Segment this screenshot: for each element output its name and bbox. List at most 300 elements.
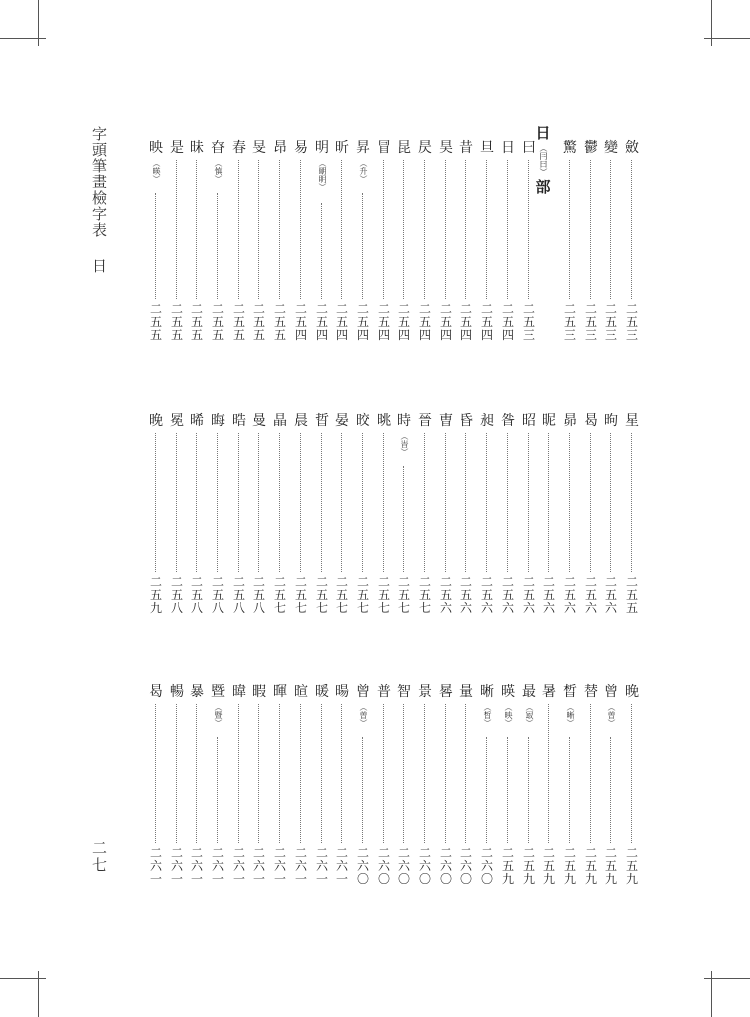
page-digit: 二 (211, 302, 224, 316)
page-digit: 五 (418, 315, 431, 329)
page-digit: 一 (294, 872, 307, 886)
index-entry (415, 413, 435, 618)
page-digit: 六 (418, 859, 431, 873)
entry-variant: （朙眀） (318, 159, 327, 191)
page-digit: 五 (563, 315, 576, 329)
page-digit: 六 (190, 859, 203, 873)
leader-dots (176, 433, 177, 572)
page-digit: 二 (604, 575, 617, 589)
page-digit: 八 (170, 601, 183, 615)
page-digit: 六 (522, 601, 535, 615)
index-entry (167, 413, 187, 618)
page-digit: 九 (563, 872, 576, 886)
index-entry (374, 684, 394, 889)
entry-character: 斂 (625, 140, 639, 156)
page-digit: 二 (315, 575, 328, 589)
leader-dots (445, 704, 446, 843)
index-entry (560, 140, 580, 345)
index-entry (415, 684, 435, 889)
leader-dots (424, 160, 425, 299)
page-digit: 五 (232, 315, 245, 329)
entry-character: 映 (149, 140, 163, 156)
page-digit: 五 (501, 859, 514, 873)
page-digit: 五 (522, 588, 535, 602)
entry-character: 驚 (563, 140, 577, 156)
entry-character: 曰 (522, 140, 536, 156)
page-digit: 六 (480, 601, 493, 615)
page-digit: 六 (480, 859, 493, 873)
index-entry (436, 684, 456, 889)
page-digit: 二 (459, 302, 472, 316)
index-entry (312, 140, 332, 345)
page-digit: 二 (542, 846, 555, 860)
leader-dots (300, 433, 301, 572)
entry-character: 昕 (335, 140, 349, 156)
entry-variant: （升） (359, 159, 368, 183)
entry-page (601, 303, 621, 342)
entry-page (291, 576, 311, 615)
page-digit: 〇 (356, 872, 369, 886)
entry-variant: （冣） (525, 703, 534, 727)
page-digit: 七 (294, 601, 307, 615)
page-digit: 五 (584, 859, 597, 873)
index-entry (477, 413, 497, 618)
entry-page (249, 847, 269, 886)
page-digit: 五 (356, 315, 369, 329)
entry-page (601, 847, 621, 886)
entry-page (167, 847, 187, 886)
page-digit: 一 (273, 872, 286, 886)
index-entry (539, 413, 559, 618)
page-digit: 四 (335, 328, 348, 342)
page-digit: 五 (190, 588, 203, 602)
page-digit: 五 (190, 315, 203, 329)
page-digit: 五 (604, 859, 617, 873)
header-title: 字頭筆畫檢字表 (90, 126, 108, 238)
entry-page (332, 847, 352, 886)
page-digit: 二 (190, 846, 203, 860)
entry-page (477, 303, 497, 342)
index-entry (560, 684, 580, 889)
page-digit: 二 (584, 846, 597, 860)
index-entry (581, 684, 601, 889)
entry-page (560, 576, 580, 615)
leader-dots (300, 160, 301, 299)
index-entry (270, 140, 290, 345)
page-number: 二七 (90, 840, 108, 874)
index-entry (332, 684, 352, 889)
page-digit: 六 (273, 859, 286, 873)
page-digit: 二 (356, 575, 369, 589)
entry-variant: （曽） (607, 703, 616, 727)
leader-dots (403, 160, 404, 299)
entry-variant: （映） (504, 703, 513, 727)
entry-page (374, 847, 394, 886)
entry-page (229, 303, 249, 342)
index-entry (353, 140, 373, 345)
page-digit: 二 (149, 575, 162, 589)
entry-character: 昴 (563, 413, 577, 429)
leader-dots (528, 433, 529, 572)
page-digit: 五 (604, 315, 617, 329)
leader-dots (238, 704, 239, 843)
page-digit: 九 (584, 872, 597, 886)
entry-page (146, 576, 166, 615)
index-entry (291, 413, 311, 618)
page-digit: 二 (335, 302, 348, 316)
page-digit: 五 (252, 315, 265, 329)
page-digit: 六 (149, 859, 162, 873)
page-digit: 五 (377, 588, 390, 602)
radical-label: 部 (535, 178, 551, 196)
entry-character: 旦 (480, 140, 494, 156)
page-digit: 二 (480, 575, 493, 589)
leader-dots (590, 160, 591, 299)
page-digit: 二 (232, 846, 245, 860)
entry-character: 昚 (211, 140, 225, 156)
page-digit: 六 (356, 859, 369, 873)
page-digit: 二 (232, 575, 245, 589)
index-entry (581, 140, 601, 345)
entry-page (249, 576, 269, 615)
entry-page (146, 303, 166, 342)
page-digit: 五 (418, 588, 431, 602)
entry-page (498, 847, 518, 886)
leader-dots (196, 433, 197, 572)
entry-character: 昃 (418, 140, 432, 156)
crop-mark (704, 978, 750, 979)
page-digit: 二 (439, 846, 452, 860)
index-entry (374, 413, 394, 618)
entry-character: 鬱 (584, 140, 598, 156)
entry-page (187, 576, 207, 615)
page-digit: 六 (170, 859, 183, 873)
page-digit: 六 (501, 601, 514, 615)
entry-page (477, 576, 497, 615)
entry-page (456, 576, 476, 615)
leader-dots (321, 433, 322, 572)
page-digit: 二 (170, 302, 183, 316)
page-digit: 二 (522, 575, 535, 589)
page-digit: 二 (459, 575, 472, 589)
index-entry (394, 140, 414, 345)
entry-page (249, 303, 269, 342)
leader-dots (176, 704, 177, 843)
page-digit: 二 (252, 302, 265, 316)
leader-dots (528, 160, 529, 299)
leader-dots (590, 433, 591, 572)
page-digit: 一 (315, 872, 328, 886)
page-digit: 〇 (377, 872, 390, 886)
entry-page (539, 847, 559, 886)
leader-dots (569, 433, 570, 572)
page-digit: 五 (625, 315, 638, 329)
index-entry (291, 684, 311, 889)
page-digit: 二 (563, 302, 576, 316)
page-digit: 二 (377, 846, 390, 860)
page-digit: 五 (273, 315, 286, 329)
entry-page (167, 303, 187, 342)
index-entry (146, 684, 166, 889)
page-digit: 三 (625, 328, 638, 342)
page-digit: 二 (480, 846, 493, 860)
index-entry (436, 413, 456, 618)
entry-character: 是 (170, 140, 184, 156)
page-digit: 九 (542, 872, 555, 886)
page-digit: 六 (459, 859, 472, 873)
entry-character: 昇 (356, 140, 370, 156)
entry-page (581, 576, 601, 615)
header-section: 日 (90, 257, 108, 274)
index-entry (601, 413, 621, 618)
page-digit: 六 (397, 859, 410, 873)
page-digit: 四 (397, 328, 410, 342)
page-digit: 七 (273, 601, 286, 615)
page-digit: 二 (584, 575, 597, 589)
page-digit: 五 (542, 588, 555, 602)
entry-page (581, 303, 601, 342)
entry-page (229, 576, 249, 615)
page-digit: 五 (211, 588, 224, 602)
index-entry (187, 140, 207, 345)
entry-page (581, 847, 601, 886)
entry-variant: （旹） (400, 432, 409, 456)
entry-character: 星 (625, 413, 639, 429)
entry-page (353, 576, 373, 615)
entry-page (477, 847, 497, 886)
index-entry (270, 413, 290, 618)
page-digit: 六 (335, 859, 348, 873)
crop-mark (704, 38, 750, 39)
page-digit: 二 (315, 846, 328, 860)
leader-dots (341, 160, 342, 299)
entry-page (312, 303, 332, 342)
index-entry (312, 684, 332, 889)
page-digit: 五 (252, 588, 265, 602)
leader-dots (569, 160, 570, 299)
leader-dots (155, 193, 156, 299)
entry-character: 變 (604, 140, 618, 156)
page-digit: 一 (252, 872, 265, 886)
entry-character: 曺 (439, 413, 453, 429)
index-entry (436, 140, 456, 345)
index-entry (146, 413, 166, 618)
page-digit: 〇 (418, 872, 431, 886)
page-digit: 三 (563, 328, 576, 342)
index-entry (498, 413, 518, 618)
page-digit: 二 (501, 575, 514, 589)
index-entry (187, 413, 207, 618)
entry-page (560, 303, 580, 342)
index-entry (249, 140, 269, 345)
page-digit: 五 (584, 588, 597, 602)
page-digit: 六 (294, 859, 307, 873)
page-digit: 九 (604, 872, 617, 886)
page-digit: 二 (356, 302, 369, 316)
entry-page (353, 303, 373, 342)
page-digit: 四 (377, 328, 390, 342)
page-digit: 五 (190, 328, 203, 342)
page-digit: 六 (211, 859, 224, 873)
leader-dots (341, 704, 342, 843)
entry-page (436, 576, 456, 615)
page-digit: 五 (563, 588, 576, 602)
leader-dots (238, 433, 239, 572)
index-entry (146, 140, 166, 345)
leader-dots (196, 160, 197, 299)
entry-character: 晚 (149, 413, 163, 429)
page-digit: 二 (480, 302, 493, 316)
page-digit: 五 (315, 588, 328, 602)
page-digit: 六 (232, 859, 245, 873)
page-digit: 六 (377, 859, 390, 873)
page-digit: 〇 (459, 872, 472, 886)
leader-dots (631, 160, 632, 299)
page-digit: 五 (501, 588, 514, 602)
radical-variants: （冃曰） (539, 144, 548, 176)
page-digit: 二 (273, 302, 286, 316)
page-digit: 五 (335, 588, 348, 602)
page-digit: 五 (501, 315, 514, 329)
page-digit: 二 (315, 302, 328, 316)
page-digit: 七 (356, 601, 369, 615)
index-entry (622, 684, 642, 889)
index-entry (581, 413, 601, 618)
entry-character: 晚 (625, 684, 639, 700)
leader-dots (258, 704, 259, 843)
page-digit: 五 (439, 588, 452, 602)
entry-character: 曼 (252, 413, 266, 429)
entry-character: 晢 (315, 413, 329, 429)
entry-page (312, 576, 332, 615)
leader-dots (424, 704, 425, 843)
page-digit: 六 (439, 601, 452, 615)
radical-char: 日 (535, 124, 551, 142)
entry-character: 晧 (232, 413, 246, 429)
index-entry (353, 684, 373, 889)
entry-page (270, 303, 290, 342)
entry-page (187, 303, 207, 342)
entry-variant: （晰） (566, 703, 575, 727)
page-digit: 八 (232, 601, 245, 615)
entry-character: 暇 (252, 684, 266, 700)
leader-dots (403, 466, 404, 572)
entry-character: 明 (315, 140, 329, 156)
page-digit: 二 (190, 575, 203, 589)
index-entry (498, 140, 518, 345)
entry-character: 昔 (459, 140, 473, 156)
page-digit: 五 (377, 315, 390, 329)
entry-variant: （曽） (359, 703, 368, 727)
entry-variant: （暎） (152, 159, 161, 183)
page-digit: 五 (170, 588, 183, 602)
page-digit: 五 (522, 859, 535, 873)
entry-page (622, 847, 642, 886)
page-digit: 二 (397, 575, 410, 589)
entry-page (415, 576, 435, 615)
leader-dots (610, 433, 611, 572)
page-digit: 二 (252, 846, 265, 860)
leader-dots (507, 433, 508, 572)
leader-dots (196, 704, 197, 843)
entry-page (374, 303, 394, 342)
page-digit: 一 (190, 872, 203, 886)
running-header (88, 126, 110, 274)
page-digit: 五 (480, 315, 493, 329)
leader-dots (445, 160, 446, 299)
leader-dots (176, 160, 177, 299)
index-entry (601, 140, 621, 345)
leader-dots (362, 193, 363, 299)
page-digit: 七 (397, 601, 410, 615)
page-digit: 二 (522, 846, 535, 860)
leader-dots (155, 704, 156, 843)
page-digit: 六 (542, 601, 555, 615)
index-entry (519, 413, 539, 618)
index-entry (456, 140, 476, 345)
entry-page (519, 303, 539, 342)
entry-page (498, 303, 518, 342)
page-digit: 二 (252, 575, 265, 589)
page-digit: 一 (232, 872, 245, 886)
crop-mark (38, 0, 39, 46)
index-entry (187, 684, 207, 889)
entry-page (436, 303, 456, 342)
page-digit: 五 (563, 859, 576, 873)
page-digit: 二 (501, 302, 514, 316)
leader-dots (486, 737, 487, 843)
entry-page (519, 576, 539, 615)
entry-variant: （晳） (483, 703, 492, 727)
entry-character: 景 (418, 684, 432, 700)
leader-dots (445, 433, 446, 572)
index-entry (560, 413, 580, 618)
page-digit: 六 (252, 859, 265, 873)
leader-dots (403, 704, 404, 843)
entry-character: 昵 (542, 413, 556, 429)
entry-character: 暎 (501, 684, 515, 700)
page-digit: 五 (356, 588, 369, 602)
entry-character: 曷 (149, 684, 163, 700)
entry-character: 晷 (439, 684, 453, 700)
leader-dots (383, 160, 384, 299)
entry-page (291, 303, 311, 342)
page-digit: 二 (190, 302, 203, 316)
entry-page (332, 576, 352, 615)
page-digit: 五 (397, 588, 410, 602)
index-entry (208, 413, 228, 618)
page-digit: 五 (584, 315, 597, 329)
page-digit: 八 (211, 601, 224, 615)
entry-variant: （暨） (214, 703, 223, 727)
index-entry (456, 413, 476, 618)
entry-character: 暑 (542, 684, 556, 700)
page-digit: 六 (604, 601, 617, 615)
entry-page (187, 847, 207, 886)
page-digit: 四 (356, 328, 369, 342)
page-digit: 二 (522, 302, 535, 316)
entry-character: 替 (584, 684, 598, 700)
index-entry (291, 140, 311, 345)
entry-character: 春 (232, 140, 246, 156)
page-digit: 二 (459, 846, 472, 860)
page-digit: 二 (563, 575, 576, 589)
leader-dots (548, 433, 549, 572)
entry-character: 普 (377, 684, 391, 700)
index-entry (270, 684, 290, 889)
entry-page (394, 847, 414, 886)
page-digit: 二 (397, 302, 410, 316)
